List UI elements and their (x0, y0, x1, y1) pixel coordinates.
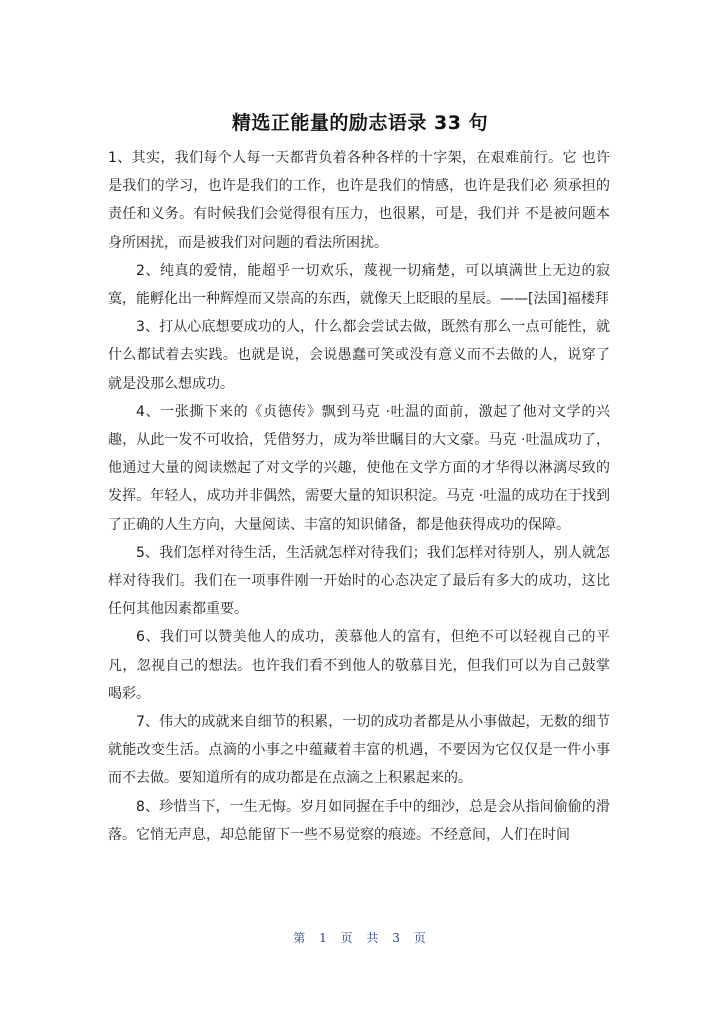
paragraph-8: 8、珍惜当下，一生无悔。岁月如同握在手中的细沙，总是会从指间偷偷的滑落。它悄无声息，却总能留下一些不易觉察的痕迹。不经意间，人们在时间 (108, 798, 610, 843)
document-title: 精选正能量的励志语录 33 句 (231, 112, 489, 134)
paragraph-1: 1、其实，我们每个人每一天都背负着各种各样的十字架，在艰难前行。它 也许是我们的学习，也许是我们的工作，也许是我们的情感，也许是我们必 须承担的责任和义务。有时候我们会觉得很有压力，也很累，可是，我们并 不是被问题本身所困扰，而是被我们对问题的看法所困扰。 (108, 150, 610, 251)
footer-ye: 页 (340, 931, 354, 945)
footer-di: 第 (293, 931, 307, 945)
paragraph-5: 5、我们怎样对待生活，生活就怎样对待我们；我们怎样对待别人，别人就怎样对待我们。我们在一项事件刚一开始时的心态决定了最后有多大的成功，这比任何其他因素都重要。 (108, 544, 610, 618)
footer-gong: 共 (366, 931, 380, 945)
page-footer (0, 929, 720, 946)
footer-total-pages: 3 (392, 931, 401, 945)
paragraph-6: 6、我们可以赞美他人的成功，羡慕他人的富有，但绝不可以轻视自己的平凡，忽视自己的想法。也许我们看不到他人的敬慕目光，但我们可以为自己鼓掌喝彩。 (108, 629, 610, 702)
paragraph-3: 3、打从心底想要成功的人，什么都会尝试去做，既然有那么一点可能性，就什么都试着去实践。也就是说，会说愚蠢可笑或没有意义而不去做的人，说穿了就是没那么想成功。 (108, 319, 610, 392)
footer-page-number: 1 (319, 931, 328, 945)
document-body (108, 144, 610, 849)
footer-ye-end: 页 (413, 931, 427, 945)
paragraph-7: 7、伟大的成就来自细节的积累，一切的成功者都是从小事做起，无数的细节就能改变生活。点滴的小事之中蕴藏着丰富的机遇，不要因为它仅仅是一件小事而不去做。要知道所有的成功都是在点滴之上积累起来的。 (108, 714, 610, 787)
paragraph-2: 2、纯真的爱情，能超乎一切欢乐，蔑视一切痛楚，可以填满世上无边的寂寞，能孵化出一种辉煌而又崇高的东西，就像天上眨眼的星辰。——[法国]福楼拜 (108, 262, 610, 308)
paragraph-4: 4、一张撕下来的《贞德传》飘到马克 ·吐温的面前，激起了他对文学的兴趣，从此一发不可收拾，凭借努力，成为举世瞩目的大文豪。马克 ·吐温成功了，他通过大量的阅读燃起了对文学的兴趣，使他在文学方面的才华得以淋漓尽致的发挥。年轻人，成功并非偶然，需要大量的知识积淀。马克 ·吐温的成功在于找到了正确的人生方向，大量阅读、丰富的知识储备，都是他获得成功的保障。 (108, 403, 610, 533)
